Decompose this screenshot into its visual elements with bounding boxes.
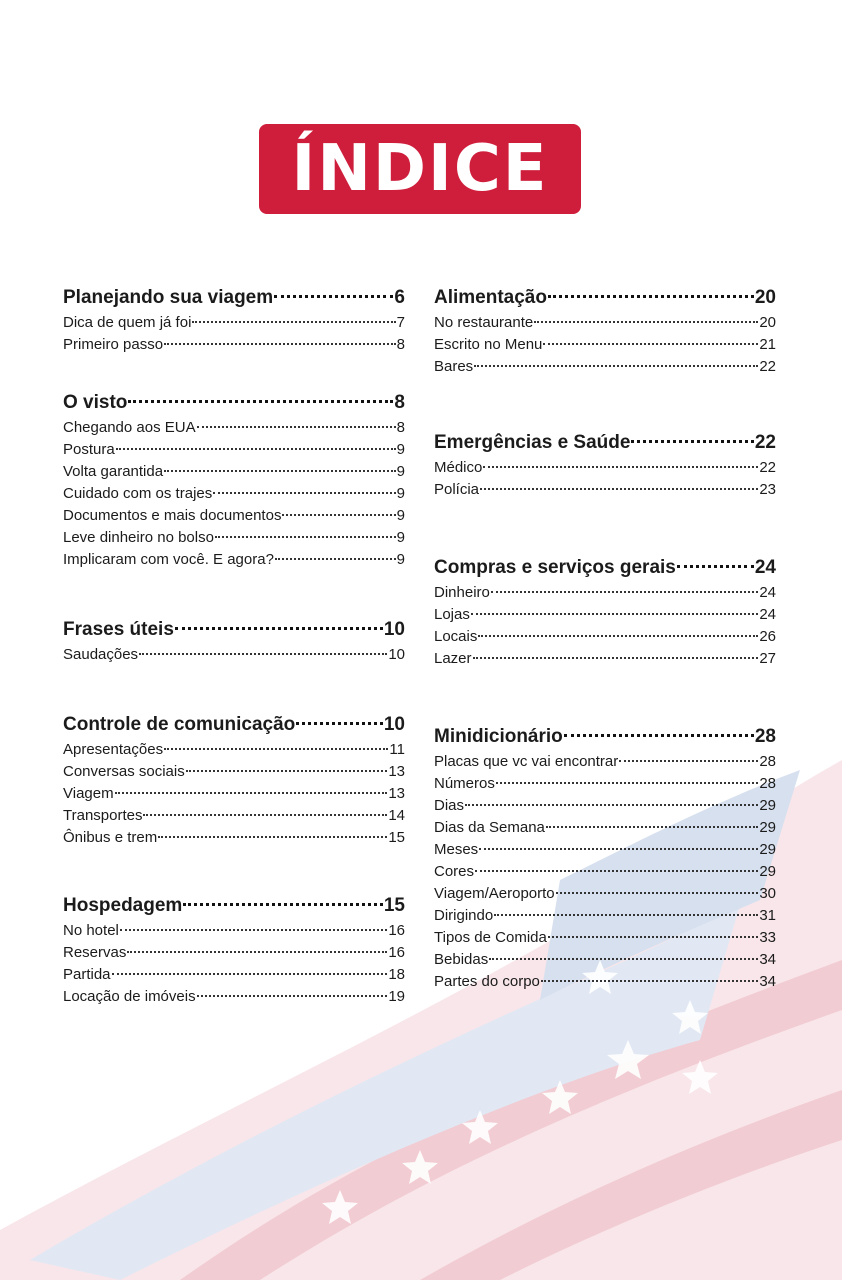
toc-entry-page: 22 [759, 459, 776, 476]
toc-entry-label: Números [434, 775, 495, 792]
toc-entry[interactable] [63, 417, 405, 439]
toc-entry-page: 30 [759, 885, 776, 902]
toc-entry-page: 31 [759, 907, 776, 924]
toc-entry-page: 33 [759, 929, 776, 946]
toc-section [63, 285, 405, 356]
dot-leader [116, 448, 396, 450]
toc-entry-label: No restaurante [434, 314, 534, 331]
dot-leader [127, 951, 387, 953]
dot-leader [473, 657, 759, 659]
dot-leader [115, 792, 388, 794]
toc-entry-label: Documentos e mais documentos [63, 507, 282, 524]
toc-section-heading[interactable] [434, 555, 776, 581]
toc-heading-label: Controle de comunicação [63, 714, 296, 735]
toc-entry-page: 9 [396, 485, 405, 502]
dot-leader [139, 653, 387, 655]
toc-entry[interactable] [63, 549, 405, 571]
toc-right-column [434, 285, 776, 993]
toc-entry-page: 24 [759, 584, 776, 601]
toc-heading-label: Emergências e Saúde [434, 432, 631, 453]
toc-entry-page: 29 [759, 797, 776, 814]
toc-entry[interactable] [63, 761, 405, 783]
toc-entry-page: 28 [759, 775, 776, 792]
toc-entry[interactable] [63, 986, 405, 1008]
dot-leader [541, 980, 758, 982]
toc-entry-page: 27 [759, 650, 776, 667]
toc-section-heading[interactable] [63, 893, 405, 919]
dot-leader [534, 321, 758, 323]
toc-entry-label: Partes do corpo [434, 973, 540, 990]
toc-entry-page: 11 [389, 741, 405, 758]
toc-section [434, 430, 776, 501]
toc-entry[interactable] [63, 483, 405, 505]
toc-entry-page: 29 [759, 863, 776, 880]
dot-leader [164, 470, 396, 472]
dot-leader [491, 591, 758, 593]
toc-entry-page: 16 [388, 922, 405, 939]
toc-section-heading[interactable] [434, 285, 776, 311]
dot-leader [564, 734, 754, 737]
dot-leader [475, 870, 758, 872]
toc-heading-page: 28 [754, 726, 776, 747]
toc-entry-label: Dinheiro [434, 584, 490, 601]
toc-entry[interactable] [434, 479, 776, 501]
toc-section-heading[interactable] [63, 285, 405, 311]
dot-leader [548, 295, 754, 298]
toc-entry-page: 9 [396, 551, 405, 568]
toc-entry-label: Apresentações [63, 741, 164, 758]
toc-entry[interactable] [63, 920, 405, 942]
toc-entry[interactable] [434, 817, 776, 839]
toc-entry[interactable] [434, 626, 776, 648]
toc-heading-page: 15 [383, 895, 405, 916]
toc-entry-page: 16 [388, 944, 405, 961]
toc-entry[interactable] [63, 505, 405, 527]
dot-leader [197, 995, 388, 997]
dot-leader [186, 770, 388, 772]
toc-entry-label: Dica de quem já foi [63, 314, 192, 331]
toc-entry[interactable] [63, 783, 405, 805]
toc-entry-page: 9 [396, 507, 405, 524]
toc-entry-label: Volta garantida [63, 463, 164, 480]
toc-heading-page: 24 [754, 557, 776, 578]
toc-section-heading[interactable] [63, 712, 405, 738]
toc-entry[interactable] [434, 927, 776, 949]
toc-entry[interactable] [434, 604, 776, 626]
toc-entry-page: 23 [759, 481, 776, 498]
toc-section [434, 555, 776, 670]
dot-leader [120, 929, 387, 931]
toc-entry-page: 28 [759, 753, 776, 770]
toc-entry-page: 7 [396, 314, 405, 331]
toc-entry[interactable] [434, 905, 776, 927]
toc-entry-label: Reservas [63, 944, 127, 961]
toc-entry[interactable] [434, 773, 776, 795]
toc-entry[interactable] [434, 312, 776, 334]
dot-leader [677, 565, 754, 568]
toc-entry[interactable] [63, 312, 405, 334]
dot-leader [274, 295, 393, 298]
dot-leader [474, 365, 758, 367]
toc-entry-page: 8 [396, 336, 405, 353]
toc-entry-label: Leve dinheiro no bolso [63, 529, 214, 546]
toc-entry[interactable] [63, 827, 405, 849]
toc-entry-page: 13 [388, 785, 405, 802]
toc-entry-page: 22 [759, 358, 776, 375]
toc-entry[interactable] [434, 839, 776, 861]
toc-entry[interactable] [63, 439, 405, 461]
toc-entry-page: 14 [388, 807, 405, 824]
dot-leader [192, 321, 395, 323]
toc-left-column [63, 285, 405, 1008]
toc-entry-page: 20 [759, 314, 776, 331]
toc-entry-label: Cuidado com os trajes [63, 485, 213, 502]
toc-entry[interactable] [63, 942, 405, 964]
toc-section-heading[interactable] [63, 617, 405, 643]
dot-leader [175, 627, 383, 630]
toc-entry-label: Conversas sociais [63, 763, 185, 780]
toc-heading-page: 20 [754, 287, 776, 308]
dot-leader [143, 814, 387, 816]
dot-leader [164, 343, 396, 345]
dot-leader [548, 936, 758, 938]
toc-entry-page: 19 [388, 988, 405, 1005]
toc-heading-label: Minidicionário [434, 726, 563, 747]
toc-section [434, 724, 776, 993]
toc-entry-label: Dirigindo [434, 907, 494, 924]
toc-entry-label: Polícia [434, 481, 480, 498]
toc-entry-label: Tipos de Comida [434, 929, 547, 946]
toc-entry-label: Escrito no Menu [434, 336, 543, 353]
toc-entry-page: 29 [759, 841, 776, 858]
toc-heading-page: 22 [754, 432, 776, 453]
index-title-banner [259, 124, 581, 214]
toc-entry-label: Transportes [63, 807, 143, 824]
toc-entry-label: Saudações [63, 646, 139, 663]
toc-entry-label: Bares [434, 358, 474, 375]
toc-entry-page: 9 [396, 441, 405, 458]
toc-heading-page: 6 [394, 287, 405, 308]
toc-entry[interactable] [63, 527, 405, 549]
toc-heading-label: Hospedagem [63, 895, 183, 916]
toc-entry-label: Ônibus e trem [63, 829, 158, 846]
toc-entry-label: Viagem [63, 785, 114, 802]
toc-entry-label: Partida [63, 966, 111, 983]
dot-leader [275, 558, 396, 560]
toc-heading-page: 10 [383, 714, 405, 735]
dot-leader [546, 826, 758, 828]
toc-entry[interactable] [434, 971, 776, 993]
dot-leader [128, 400, 393, 403]
toc-entry-page: 8 [396, 419, 405, 436]
toc-entry[interactable] [434, 883, 776, 905]
toc-entry[interactable] [434, 457, 776, 479]
toc-section [63, 617, 405, 666]
toc-entry[interactable] [434, 334, 776, 356]
toc-entry-label: Chegando aos EUA [63, 419, 196, 436]
dot-leader [543, 343, 758, 345]
dot-leader [213, 492, 395, 494]
toc-entry-label: Lazer [434, 650, 472, 667]
toc-entry-page: 15 [388, 829, 405, 846]
dot-leader [215, 536, 396, 538]
toc-entry[interactable] [63, 334, 405, 356]
dot-leader [478, 635, 758, 637]
toc-entry-label: Dias da Semana [434, 819, 545, 836]
toc-heading-label: Compras e serviços gerais [434, 557, 676, 578]
toc-entry[interactable] [63, 805, 405, 827]
toc-entry-label: Viagem/Aeroporto [434, 885, 555, 902]
toc-section-heading[interactable] [434, 724, 776, 750]
toc-entry-label: Meses [434, 841, 479, 858]
toc-section-heading[interactable] [63, 390, 405, 416]
toc-entry-page: 13 [388, 763, 405, 780]
toc-entry-label: No hotel [63, 922, 119, 939]
toc-heading-page: 8 [394, 392, 405, 413]
toc-entry-label: Postura [63, 441, 115, 458]
dot-leader [112, 973, 388, 975]
dot-leader [619, 760, 758, 762]
toc-entry[interactable] [434, 356, 776, 378]
dot-leader [296, 722, 383, 725]
toc-entry[interactable] [63, 739, 405, 761]
toc-entry-page: 34 [759, 951, 776, 968]
toc-heading-label: Frases úteis [63, 619, 174, 640]
toc-heading-page: 10 [383, 619, 405, 640]
toc-entry[interactable] [63, 461, 405, 483]
toc-entry-label: Placas que vc vai encontrar [434, 753, 619, 770]
toc-entry[interactable] [434, 861, 776, 883]
toc-entry-label: Cores [434, 863, 475, 880]
toc-entry-page: 10 [388, 646, 405, 663]
toc-entry-page: 34 [759, 973, 776, 990]
dot-leader [496, 782, 758, 784]
toc-entry[interactable] [434, 582, 776, 604]
toc-section [434, 285, 776, 378]
toc-entry-page: 24 [759, 606, 776, 623]
toc-heading-label: Planejando sua viagem [63, 287, 274, 308]
dot-leader [471, 613, 758, 615]
toc-entry-label: Médico [434, 459, 483, 476]
toc-entry-page: 26 [759, 628, 776, 645]
toc-entry-label: Locais [434, 628, 478, 645]
toc-entry-label: Dias [434, 797, 465, 814]
toc-entry-page: 9 [396, 529, 405, 546]
dot-leader [183, 903, 383, 906]
toc-entry[interactable] [434, 795, 776, 817]
toc-entry-label: Locação de imóveis [63, 988, 196, 1005]
dot-leader [483, 466, 758, 468]
toc-entry-page: 18 [388, 966, 405, 983]
toc-entry-page: 29 [759, 819, 776, 836]
toc-section [63, 893, 405, 1008]
dot-leader [197, 426, 396, 428]
toc-entry[interactable] [63, 964, 405, 986]
toc-heading-label: Alimentação [434, 287, 547, 308]
toc-entry-label: Lojas [434, 606, 470, 623]
toc-entry-label: Primeiro passo [63, 336, 164, 353]
dot-leader [158, 836, 387, 838]
toc-heading-label: O visto [63, 392, 128, 413]
dot-leader [489, 958, 758, 960]
dot-leader [479, 848, 758, 850]
toc-entry[interactable] [434, 949, 776, 971]
toc-section-heading[interactable] [434, 430, 776, 456]
dot-leader [465, 804, 758, 806]
dot-leader [556, 892, 759, 894]
toc-entry-page: 21 [759, 336, 776, 353]
toc-section [63, 390, 405, 571]
dot-leader [631, 440, 753, 443]
dot-leader [480, 488, 758, 490]
toc-section [63, 712, 405, 849]
dot-leader [282, 514, 395, 516]
toc-entry-label: Implicaram com você. E agora? [63, 551, 274, 568]
dot-leader [494, 914, 758, 916]
toc-entry-page: 9 [396, 463, 405, 480]
toc-entry[interactable] [434, 648, 776, 670]
toc-entry[interactable] [434, 751, 776, 773]
toc-entry-label: Bebidas [434, 951, 489, 968]
dot-leader [164, 748, 388, 750]
toc-entry[interactable] [63, 644, 405, 666]
page-title: ÍNDICE [291, 132, 549, 206]
